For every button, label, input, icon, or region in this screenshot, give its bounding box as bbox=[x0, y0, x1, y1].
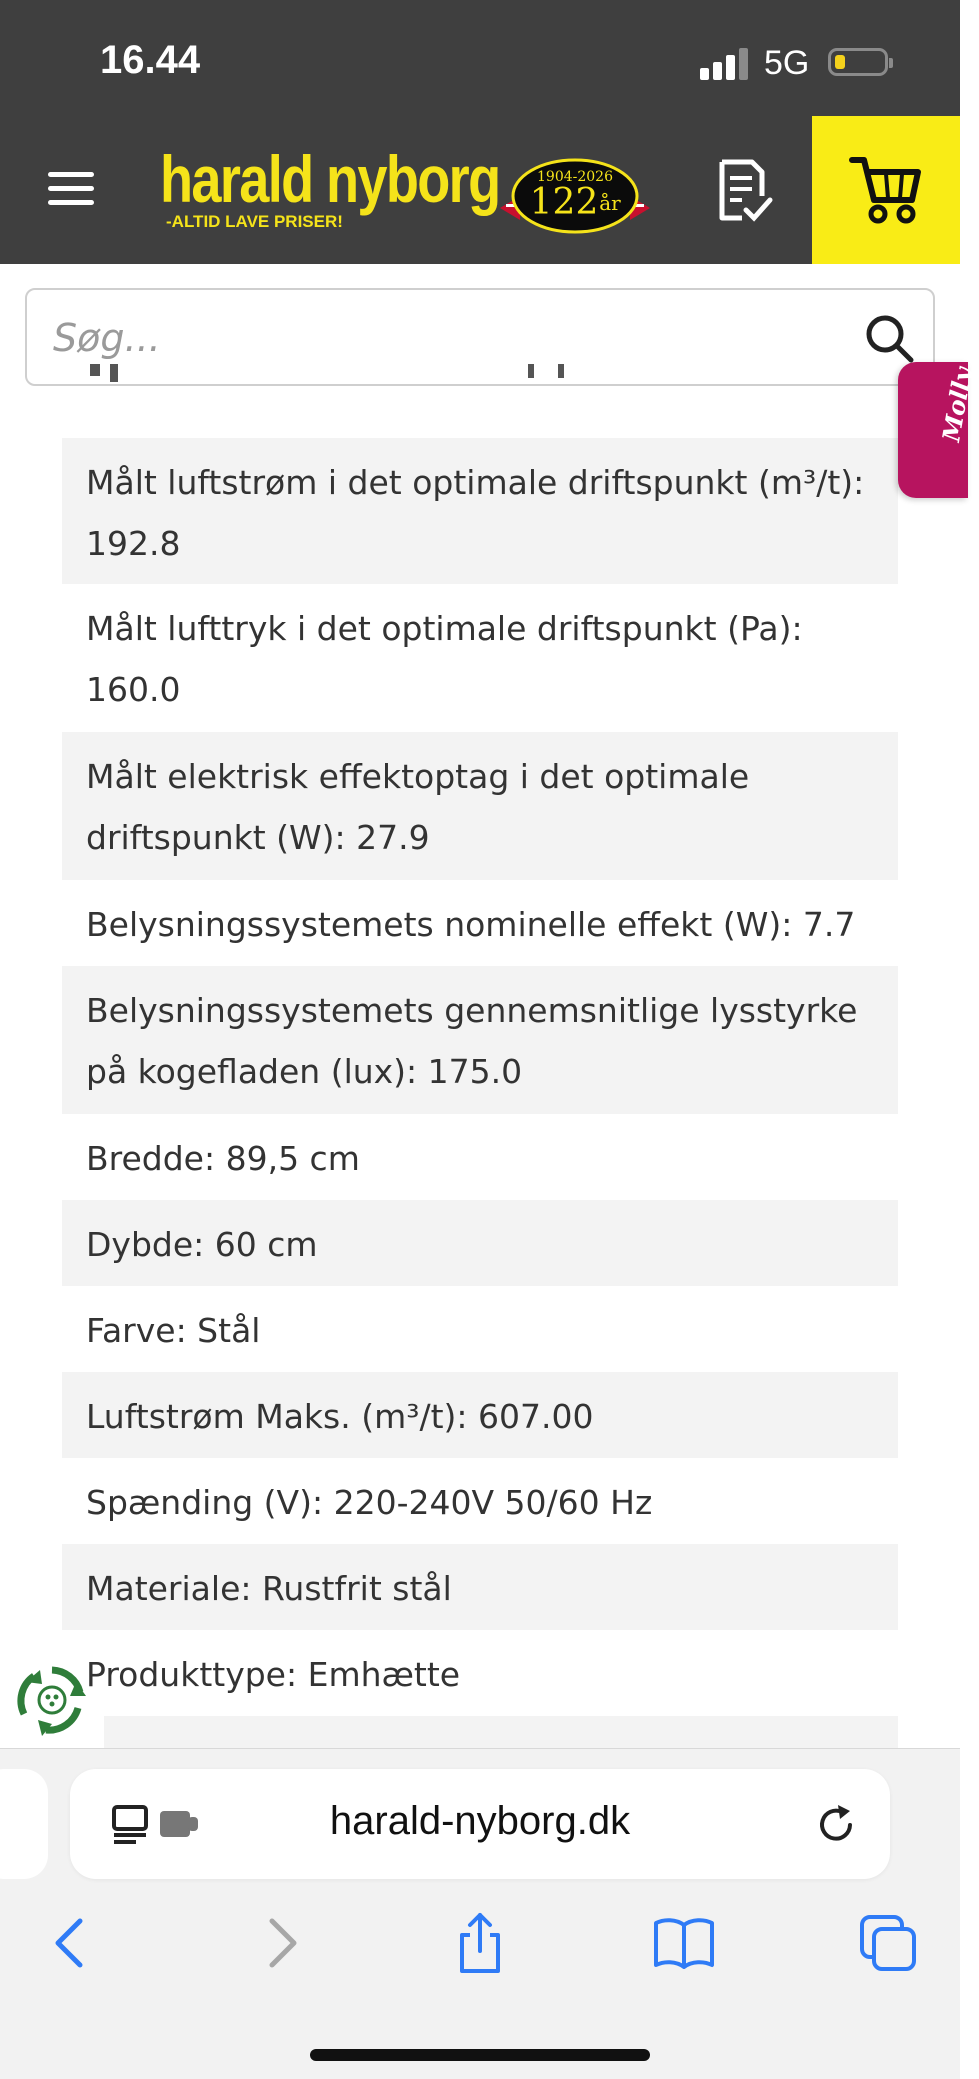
spec-text: Produkttype: Emhætte bbox=[86, 1655, 461, 1694]
spec-text: Bredde: 89,5 cm bbox=[86, 1139, 360, 1178]
spec-text: Materiale: Rustfrit stål bbox=[86, 1569, 452, 1608]
url-text: harald-nyborg.dk bbox=[329, 1799, 631, 1843]
spec-row bbox=[62, 1286, 898, 1372]
menu-icon[interactable] bbox=[48, 168, 98, 208]
home-indicator bbox=[310, 2049, 650, 2061]
spec-row bbox=[62, 1458, 898, 1544]
molly-chat-tab[interactable] bbox=[898, 362, 978, 498]
spec-text: Luftstrøm Maks. (m³/t): 607.00 bbox=[86, 1397, 594, 1436]
spec-list bbox=[0, 386, 960, 1748]
browser-toolbar bbox=[0, 1748, 960, 2079]
spec-row bbox=[62, 880, 898, 966]
anniversary-badge-icon bbox=[500, 156, 650, 236]
spec-text: Farve: Stål bbox=[86, 1311, 261, 1350]
forward-icon[interactable] bbox=[248, 1911, 312, 1975]
back-icon[interactable] bbox=[40, 1911, 104, 1975]
molly-label: Molly bbox=[936, 365, 978, 444]
previous-tab-stub[interactable] bbox=[0, 1769, 48, 1879]
network-label: 5G bbox=[764, 44, 810, 82]
spec-text: Målt lufttryk i det optimale driftspunkt (Pa): 160.0 bbox=[86, 609, 803, 709]
spec-row bbox=[62, 1372, 898, 1458]
spec-row bbox=[62, 732, 898, 880]
spec-text: Målt luftstrøm i det optimale driftspunkt (m³/t): 192.8 bbox=[86, 463, 865, 563]
spec-row bbox=[62, 1114, 898, 1200]
docs-checklist-icon[interactable] bbox=[712, 158, 774, 224]
battery-icon bbox=[828, 48, 888, 76]
anniversary-count: 122 bbox=[529, 182, 599, 223]
spec-row bbox=[62, 1630, 898, 1716]
cart-button[interactable] bbox=[812, 116, 960, 264]
site-header bbox=[0, 116, 960, 264]
spec-row bbox=[62, 438, 898, 584]
spec-row bbox=[62, 1200, 898, 1286]
address-bar[interactable] bbox=[70, 1769, 890, 1879]
tabs-icon[interactable] bbox=[856, 1911, 920, 1975]
spec-text: Dybde: 60 cm bbox=[86, 1225, 318, 1264]
signal-icon bbox=[700, 46, 748, 80]
search-input[interactable] bbox=[51, 310, 835, 366]
spec-text: Spænding (V): 220-240V 50/60 Hz bbox=[86, 1483, 653, 1522]
reload-icon[interactable] bbox=[814, 1803, 858, 1847]
status-bar bbox=[0, 0, 960, 116]
logo-tagline: -ALTID LAVE PRISER! bbox=[166, 212, 343, 231]
recycle-icon[interactable] bbox=[16, 1664, 88, 1736]
spec-text: Belysningssystemets nominelle effekt (W): 7.7 bbox=[86, 905, 856, 944]
clipped-text-line bbox=[88, 364, 588, 394]
spec-text: Målt elektrisk effektoptag i det optimale driftspunkt (W): 27.9 bbox=[86, 757, 750, 857]
share-icon[interactable] bbox=[448, 1911, 512, 1975]
anniversary-unit: år bbox=[599, 191, 621, 215]
status-time: 16.44 bbox=[100, 38, 201, 82]
cart-icon bbox=[850, 154, 922, 224]
spec-row bbox=[62, 966, 898, 1114]
search-icon[interactable] bbox=[863, 312, 915, 364]
spec-row bbox=[62, 584, 898, 732]
anniversary-years: 1904-2026 bbox=[537, 169, 613, 185]
spec-text: Belysningssystemets gennemsnitlige lysstyrke på kogefladen (lux): 175.0 bbox=[86, 991, 858, 1091]
bookmarks-icon[interactable] bbox=[652, 1911, 716, 1975]
page-menu-icon[interactable] bbox=[110, 1803, 202, 1845]
logo[interactable] bbox=[160, 144, 690, 236]
spec-row bbox=[62, 1544, 898, 1630]
logo-wordmark: harald nyborg bbox=[160, 142, 500, 216]
